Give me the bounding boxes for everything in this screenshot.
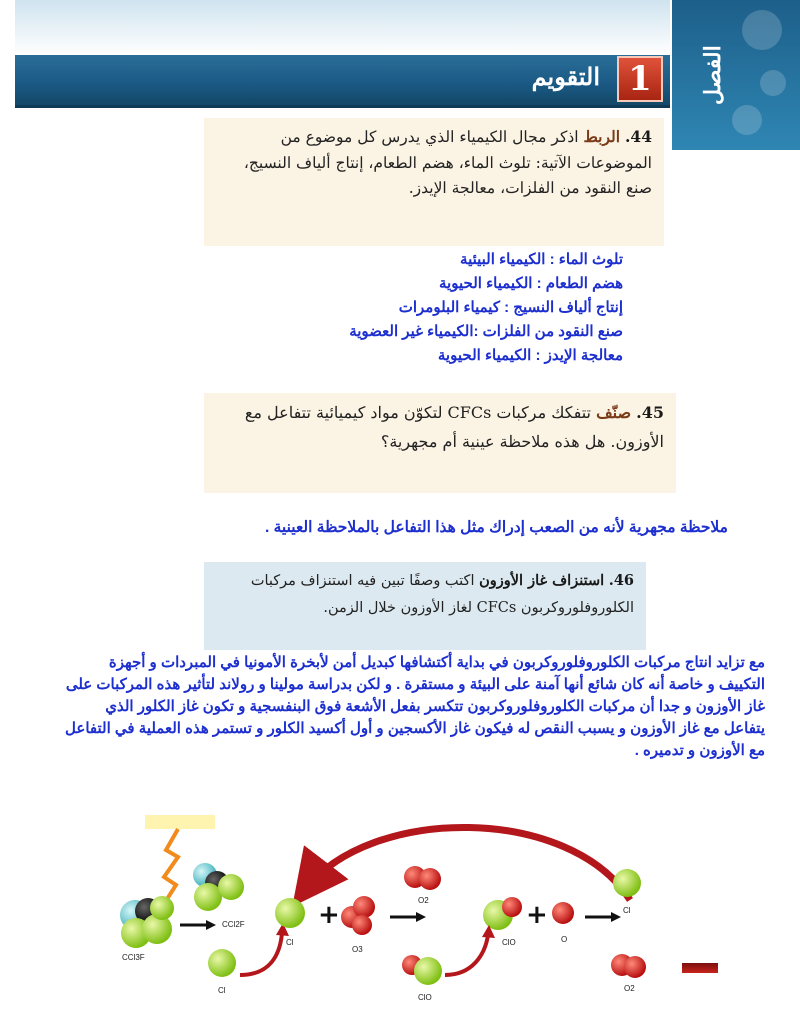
decor-circle	[742, 10, 782, 50]
clo-arrow	[445, 935, 488, 975]
question-46	[204, 562, 646, 650]
label-cl-right: Cl	[623, 906, 631, 915]
page-corner-marker	[682, 963, 718, 973]
chlorine-atom	[150, 896, 174, 920]
answer-45: ملاحظة مجهرية لأنه من الصعب إدراك مثل هذا التفاعل بالملاحظة العينية .	[265, 519, 728, 536]
label-clo-bottom: ClO	[418, 993, 432, 1002]
label-o2-top: O2	[418, 896, 429, 905]
question-44	[204, 118, 664, 246]
question-45	[204, 393, 676, 493]
chapter-side-tab	[672, 0, 800, 150]
regeneration-arrow	[305, 827, 630, 900]
uv-ray-icon	[162, 829, 178, 907]
question-keyword: صنّف	[596, 403, 632, 422]
oxygen-atom	[352, 915, 372, 935]
decor-circle	[732, 105, 762, 135]
oxygen-atom	[624, 956, 646, 978]
label-cl-mid: Cl	[286, 938, 294, 947]
question-text: تتفكك مركبات CFCs لتكوّن مواد كيميائية تتفاعل مع الأوزون. هل هذه ملاحظة عينية أم مجهرية؟	[244, 403, 664, 451]
oxygen-atom	[353, 896, 375, 918]
chlorine-atom	[414, 957, 442, 985]
question-text: اذكر مجال الكيمياء الذي يدرس كل موضوع من الموضوعات الآتية: تلوث الماء، هضم الطعام، إنتاج ألياف النسيج، صنع النقود من الفلزات، معالجة الإيدز.	[243, 128, 652, 198]
chapter-number-badge: 1	[617, 56, 663, 102]
question-text: اكتب وصفًا تبين فيه استنزاف مركبات الكلوروفلوروكربون CFCs لغاز الأوزون خلال الزمن.	[250, 573, 634, 616]
question-keyword: الربط	[583, 127, 621, 146]
plus-sign: +	[526, 900, 548, 930]
chlorine-atom	[613, 869, 641, 897]
question-number: 45.	[636, 403, 664, 422]
ozone-depletion-diagram	[100, 815, 740, 1015]
chlorine-atom	[208, 949, 236, 977]
label-o2-bottom: O2	[624, 984, 635, 993]
plus-sign: +	[318, 900, 340, 930]
decor-circle	[760, 70, 786, 96]
question-keyword: استنزاف غاز الأوزون	[479, 572, 605, 589]
answer-line: صنع النقود من الفلزات :الكيمياء غير العضوية	[349, 323, 623, 340]
answer-line: معالجة الإيدز : الكيمياء الحيوية	[437, 347, 623, 364]
cl-release-arrow	[240, 933, 282, 975]
reaction-arrow-head	[611, 912, 621, 922]
answer-line: هضم الطعام : الكيمياء الحيوية	[439, 275, 623, 292]
reaction-arrow-head	[416, 912, 426, 922]
reaction-arrow-head	[206, 920, 216, 930]
answer-46: مع تزايد انتاج مركبات الكلوروفلوروكربون في بداية أكتشافها كبديل أمن لأبخرة الأمونيا في المبردات و أجهزة التكييف و خاصة أنه كان شائع أنها آمنة على البيئة و مستقرة . و لكن بدراسة مولينا و رولاند لتأثير هذه المركبات على غاز الأوزون و جدا أن مركبات الكلوروفلوروكربون تتكسر بفعل الأشعة فوق البنفسجية و تكون غاز الكلور الذي يتفاعل مع غاز الأوزون و يسبب النقص له فيكون غاز الأكسجين و أول أكسيد الكلور و تستمر هذه العملية في التفاعل مع الأوزون و تدميره .	[65, 654, 765, 759]
chapter-side-label: الفصل	[700, 45, 726, 105]
chlorine-atom	[275, 898, 305, 928]
question-number: 46.	[608, 572, 634, 589]
chlorine-atom	[218, 874, 244, 900]
oxygen-atom	[419, 868, 441, 890]
header-divider	[15, 105, 670, 108]
oxygen-atom	[502, 897, 522, 917]
label-o3: O3	[352, 945, 363, 954]
header-top-gradient	[15, 0, 670, 55]
chlorine-atom	[194, 883, 222, 911]
label-ccl2f: CCl2F	[222, 920, 245, 929]
label-ccl3f: CCl3F	[122, 953, 145, 962]
answer-line: إنتاج ألياف النسيج : كيمياء البلومرات	[398, 299, 623, 316]
question-number: 44.	[625, 127, 652, 146]
label-clo-mid: ClO	[502, 938, 516, 947]
page-title: التقويم	[531, 62, 600, 91]
label-o: O	[561, 935, 568, 944]
answer-line: تلوث الماء : الكيمياء البيئية	[460, 251, 623, 268]
label-cl-bottom: Cl	[218, 986, 226, 995]
oxygen-atom	[552, 902, 574, 924]
answer-44	[349, 248, 623, 368]
uv-source-glow	[145, 815, 215, 829]
